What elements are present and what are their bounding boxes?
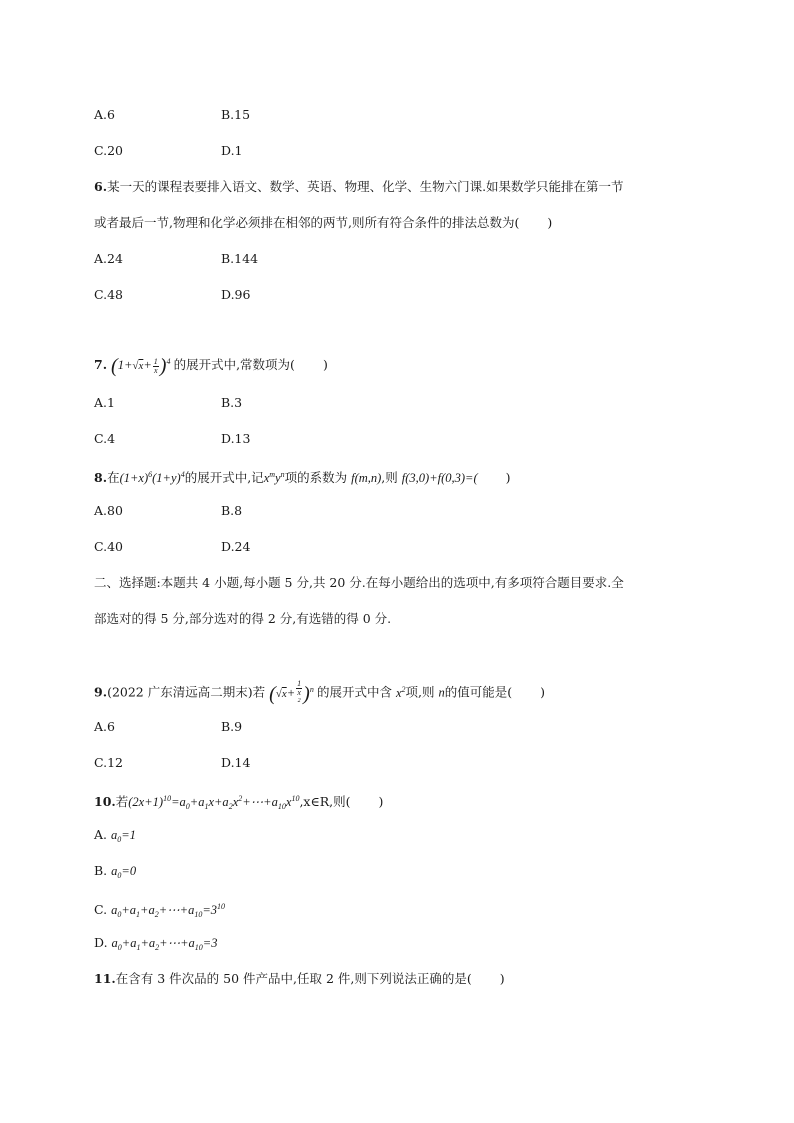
- q9-stem: 9.(2022 广东清远高二期末)若 (√x+ 1 x $^2$ )$^n$ 的展开式中含 $x^2$项,则 n的值可能是( ): [94, 680, 545, 708]
- q9-option-d: D.14: [221, 755, 251, 770]
- q11-stem: 11.在含有 3 件次品的 50 件产品中,任取 2 件,则下列说法正确的是( ): [94, 971, 505, 986]
- q7-fraction: $\frac{1}{x}$: [153, 356, 158, 375]
- q10-stem: 10.若$(2x+1)^{10}=a_0+a_1x+a_2x^2+\cdots+a_{10}x^{10},x\in R$,则( ): [94, 794, 384, 811]
- q6-number: 6.: [94, 179, 108, 194]
- q9-option-c: C.12: [94, 755, 123, 770]
- q6-line2: [94, 215, 552, 231]
- q8-number: 8.: [94, 470, 108, 485]
- q7-expression: (1+√x+ $\frac{1}{x}$ )$^4$: [111, 355, 171, 378]
- q10-option-c: C. $a_0+a_1+a_2+\cdots+a_{10}=3^{10}$: [94, 902, 226, 919]
- q6-text-line2: 或者最后一节,物理和化学必须排在相邻的两节,则所有符合条件的排法总数为(: [94, 215, 520, 230]
- q9-fraction: 1 x $^2$: [297, 679, 302, 704]
- q9-number: 9.: [94, 684, 108, 700]
- q7-option-d: D.13: [221, 431, 251, 446]
- q8-expression: $(1+x)^6(1+y)^4$: [119, 470, 185, 485]
- q8-option-b: B.8: [221, 503, 243, 518]
- q6-close-paren: ): [547, 215, 553, 230]
- q5-option-c: C.20: [94, 143, 123, 158]
- q5-option-a: A.6: [94, 107, 115, 122]
- q10-equation: $(2x+1)^{10}=a_0+a_1x+a_2x^2+\cdots+a_{10}x^{10}$: [128, 794, 300, 811]
- q8-option-c: C.40: [94, 539, 123, 554]
- q6-text-line1: 某一天的课程表要排入语文、数学、英语、物理、化学、生物六门课.如果数学只能排在第一节: [107, 179, 624, 194]
- q6-line1: [94, 179, 624, 195]
- section2-heading-line2: 部选对的得 5 分,部分选对的得 2 分,有选错的得 0 分.: [94, 611, 392, 626]
- q8-stem: 8.在$(1+x)^6(1+y)^4$的展开式中,记$x^my^n$项的系数为 f(m,n),则 f(3,0)+f(0,3)=( ): [94, 470, 511, 485]
- q9-option-a: A.6: [94, 719, 115, 734]
- q7-option-c: C.4: [94, 431, 116, 446]
- q10-option-a: A. $a_0=1$: [94, 827, 136, 844]
- q9-option-b: B.9: [221, 719, 243, 734]
- q10-option-d: D. $a_0+a_1+a_2+\cdots+a_{10}=3$: [94, 935, 218, 952]
- q10-number: 10.: [94, 794, 116, 809]
- q11-close-paren: ): [499, 971, 505, 986]
- q7-stem: [94, 354, 328, 378]
- q8-option-a: A.80: [94, 503, 123, 518]
- q9-close-paren: ): [540, 684, 545, 700]
- q8-term: $x^my^n$: [263, 470, 285, 485]
- section2-heading-line1: 二、选择题:本题共 4 小题,每小题 5 分,共 20 分.在每小题给出的选项中,有多项符合题目要求.全: [94, 575, 624, 590]
- q11-number: 11.: [94, 971, 116, 986]
- q9-source: (2022 广东清远高二期末)若: [107, 684, 266, 700]
- q8-option-d: D.24: [221, 539, 251, 554]
- q7-option-b: B.3: [221, 395, 243, 410]
- q10-option-b: B. $a_0=0$: [94, 863, 137, 880]
- q7-option-a: A.1: [94, 395, 115, 410]
- q5-option-d: D.1: [221, 143, 243, 158]
- q5-option-b: B.15: [221, 107, 251, 122]
- q9-expression: (√x+ 1 x $^2$ )$^n$: [269, 686, 317, 700]
- q7-close-paren: ): [322, 357, 328, 372]
- q6-option-c: C.48: [94, 287, 123, 302]
- q6-option-b: B.144: [221, 251, 259, 266]
- q8-close-paren: ): [505, 470, 511, 485]
- q10-close-paren: ): [378, 794, 384, 809]
- q7-text: 的展开式中,常数项为(: [173, 357, 295, 372]
- q6-option-d: D.96: [221, 287, 251, 302]
- q6-option-a: A.24: [94, 251, 123, 266]
- q7-number: 7.: [94, 357, 108, 372]
